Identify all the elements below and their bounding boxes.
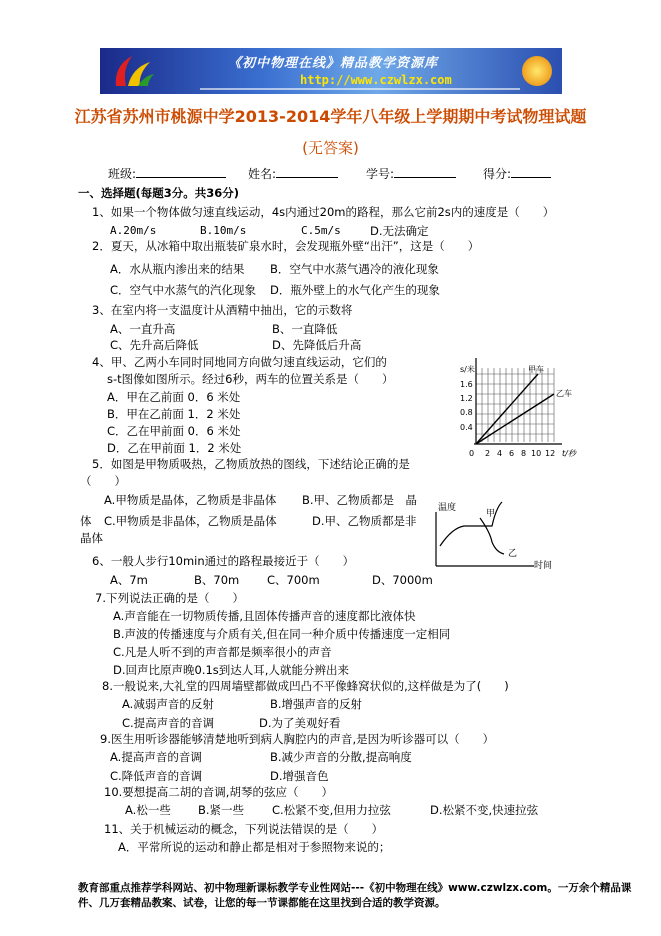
q7-stem: 7.下列说法正确的是（ ） — [95, 591, 244, 605]
page-footer — [78, 881, 632, 911]
q6-option-c[interactable]: C、700m — [267, 573, 320, 587]
q9-option-a[interactable]: A.提高声音的音调 — [110, 750, 202, 764]
score-blank[interactable] — [511, 165, 551, 178]
q8-option-c[interactable]: C.提高声音的音调 — [122, 716, 215, 730]
q1-option-b[interactable]: B.10m/s — [200, 224, 247, 237]
st-legend-yi: 乙车 — [556, 389, 572, 398]
temp-ylabel: 温度 — [438, 503, 457, 513]
st-xtick-6: 6 — [509, 449, 515, 458]
q10-option-b[interactable]: B.紧一些 — [198, 803, 245, 817]
q3-option-d[interactable]: D、先降低后升高 — [272, 338, 362, 352]
q9-option-c[interactable]: C.降低声音的音调 — [110, 769, 203, 783]
q8-option-b[interactable]: B.增强声音的反射 — [270, 697, 363, 711]
q5-option-c[interactable]: C.甲物质是非晶体，乙物质是晶体 — [104, 514, 277, 528]
temperature-graph — [430, 498, 570, 576]
st-ytick-1.2: 1.2 — [460, 394, 473, 403]
q11-option-a[interactable]: A．平常所说的运动和静止都是相对于参照物来说的； — [118, 840, 391, 854]
q6-option-a[interactable]: A、7m — [110, 573, 148, 587]
q11-stem: 11、关于机械运动的概念，下列说法错误的是（ ） — [104, 822, 384, 836]
class-label: 班级: — [108, 167, 137, 181]
q1-option-c[interactable]: C.5m/s — [301, 224, 341, 237]
score-field[interactable] — [483, 165, 551, 182]
q7-option-d[interactable]: D.回声比原声晚0.1s到达人耳,人就能分辨出来 — [113, 663, 349, 677]
q5-stem-line1: 5．如图是甲物质吸热，乙物质放热的图线，下述结论正确的是 — [92, 457, 410, 471]
class-field[interactable] — [108, 165, 226, 182]
q1-stem: 1、如果一个物体做匀速直线运动，4s内通过20m的路程，那么它前2s内的速度是（ ） — [92, 205, 555, 219]
st-ytick-0.4: 0.4 — [460, 423, 473, 432]
site-logo-icon — [110, 52, 156, 90]
q9-stem: 9.医生用听诊器能够清楚地听到病人胸腔内的声音,是因为听诊器可以（ ） — [100, 732, 495, 746]
st-graph — [458, 350, 608, 465]
temp-legend-yi: 乙 — [508, 549, 518, 559]
q6-option-b[interactable]: B、70m — [194, 573, 240, 587]
st-xtick-10: 10 — [531, 449, 542, 458]
q4-option-a[interactable]: A．甲在乙前面 0．6 米处 — [107, 390, 241, 404]
st-xtick-4: 4 — [497, 449, 503, 458]
score-label: 得分: — [483, 167, 512, 181]
q4-option-c[interactable]: C．乙在甲前面 0．6 米处 — [107, 424, 241, 438]
banner-title: 《初中物理在线》精品教学资源库 — [228, 56, 439, 71]
name-field[interactable] — [248, 165, 338, 182]
exam-title: 江苏省苏州市桃源中学2013-2014学年八年级上学期期中考试物理试题 — [74, 107, 587, 126]
q2-option-a[interactable]: A．水从瓶内渗出来的结果 — [110, 262, 245, 276]
site-banner[interactable] — [100, 48, 562, 94]
q3-stem: 3、在室内将一支温度计从酒精中抽出，它的示数将 — [92, 303, 353, 317]
q2-stem: 2．夏天，从冰箱中取出瓶装矿泉水时，会发现瓶外壁“出汗”，这是（ ） — [92, 239, 480, 253]
banner-divider — [200, 88, 520, 90]
q10-option-c[interactable]: C.松紧不变,但用力拉弦 — [272, 803, 391, 817]
q5-option-b-cont: 体 — [80, 514, 92, 528]
q6-option-d[interactable]: D、7000m — [372, 573, 433, 587]
name-blank[interactable] — [276, 165, 338, 178]
st-legend-jia: 甲车 — [528, 365, 544, 374]
name-label: 姓名: — [248, 167, 277, 181]
q10-option-d[interactable]: D.松紧不变,快速拉弦 — [430, 803, 539, 817]
id-field[interactable] — [366, 165, 456, 182]
q1-option-d[interactable]: D.无法确定 — [370, 224, 429, 238]
q5-option-d[interactable]: D.甲、乙物质都是非 — [312, 514, 417, 528]
temp-legend-jia: 甲 — [486, 509, 496, 519]
q8-option-a[interactable]: A.减弱声音的反射 — [122, 697, 214, 711]
st-xlabel: t/秒 — [562, 449, 576, 458]
footer-line2: 件、几万套精品教案、试卷，让您的每一节课都能在这里找到合适的教学资源。 — [78, 897, 446, 909]
q9-option-d[interactable]: D.增强音色 — [270, 769, 329, 783]
st-ytick-1.6: 1.6 — [460, 380, 473, 389]
q2-option-d[interactable]: D．瓶外壁上的水气化产生的现象 — [270, 283, 440, 297]
q9-option-b[interactable]: B.减少声音的分散,提高响度 — [270, 750, 412, 764]
q2-option-c[interactable]: C．空气中水蒸气的汽化现象 — [110, 283, 257, 297]
st-xtick-8: 8 — [521, 449, 527, 458]
q5-stem-line2: （ ） — [80, 474, 126, 488]
q8-stem: 8.一般说来,大礼堂的四周墙壁都做成凹凸不平像蜂窝状似的,这样做是为了( ) — [102, 679, 509, 693]
class-blank[interactable] — [136, 165, 226, 178]
st-xtick-0: 0 — [469, 449, 475, 458]
id-blank[interactable] — [394, 165, 456, 178]
q2-option-b[interactable]: B．空气中水蒸气遇冷的液化现象 — [270, 262, 439, 276]
q10-stem: 10.要想提高二胡的音调,胡琴的弦应（ ） — [104, 785, 333, 799]
exam-subtitle: (无答案) — [302, 139, 359, 157]
q4-stem-line1: 4、甲、乙两小车同时同地同方向做匀速直线运动，它们的 — [92, 355, 387, 369]
temp-xlabel: 时间 — [534, 561, 553, 571]
q4-option-b[interactable]: B．甲在乙前面 1．2 米处 — [107, 407, 241, 421]
q3-option-c[interactable]: C、先升高后降低 — [110, 338, 199, 352]
id-label: 学号: — [366, 167, 395, 181]
st-xtick-12: 12 — [545, 449, 556, 458]
st-ylabel: s/米 — [460, 365, 475, 374]
q5-option-d-cont: 晶体 — [80, 531, 103, 545]
q8-option-d[interactable]: D.为了美观好看 — [259, 716, 341, 730]
q5-option-a[interactable]: A.甲物质是晶体，乙物质是非晶体 — [104, 493, 277, 507]
q7-option-c[interactable]: C.凡是人听不到的声音都是频率很小的声音 — [113, 645, 332, 659]
st-line-jia — [476, 374, 538, 444]
q4-option-d[interactable]: D．乙在甲前面 1．2 米处 — [107, 441, 242, 455]
q6-stem: 6、一般人步行10min通过的路程最接近于（ ） — [92, 554, 355, 568]
q10-option-a[interactable]: A.松一些 — [125, 803, 171, 817]
flower-icon — [522, 56, 552, 86]
st-xtick-2: 2 — [485, 449, 491, 458]
st-ytick-0.8: 0.8 — [460, 408, 473, 417]
banner-url[interactable]: http://www.czwlzx.com — [300, 73, 452, 87]
section-heading: 一、选择题(每题3分。共36分) — [78, 186, 240, 200]
q4-stem-line2: s-t图像如图所示。经过6秒，两车的位置关系是（ ） — [107, 372, 394, 386]
q3-option-b[interactable]: B、一直降低 — [272, 322, 338, 336]
q5-option-b[interactable]: B.甲、乙物质都是 晶 — [302, 493, 418, 507]
q7-option-a[interactable]: A.声音能在一切物质传播,且固体传播声音的速度都比液体快 — [113, 609, 416, 623]
q3-option-a[interactable]: A、一直升高 — [110, 322, 176, 336]
q1-option-a[interactable]: A.20m/s — [110, 224, 157, 237]
footer-line1: 教育部重点推荐学科网站、初中物理新课标教学专业性网站---《初中物理在线》www.czwlzx.com。一万余个精品课 — [78, 882, 632, 894]
q7-option-b[interactable]: B.声波的传播速度与介质有关,但在同一种介质中传播速度一定相同 — [113, 627, 451, 641]
